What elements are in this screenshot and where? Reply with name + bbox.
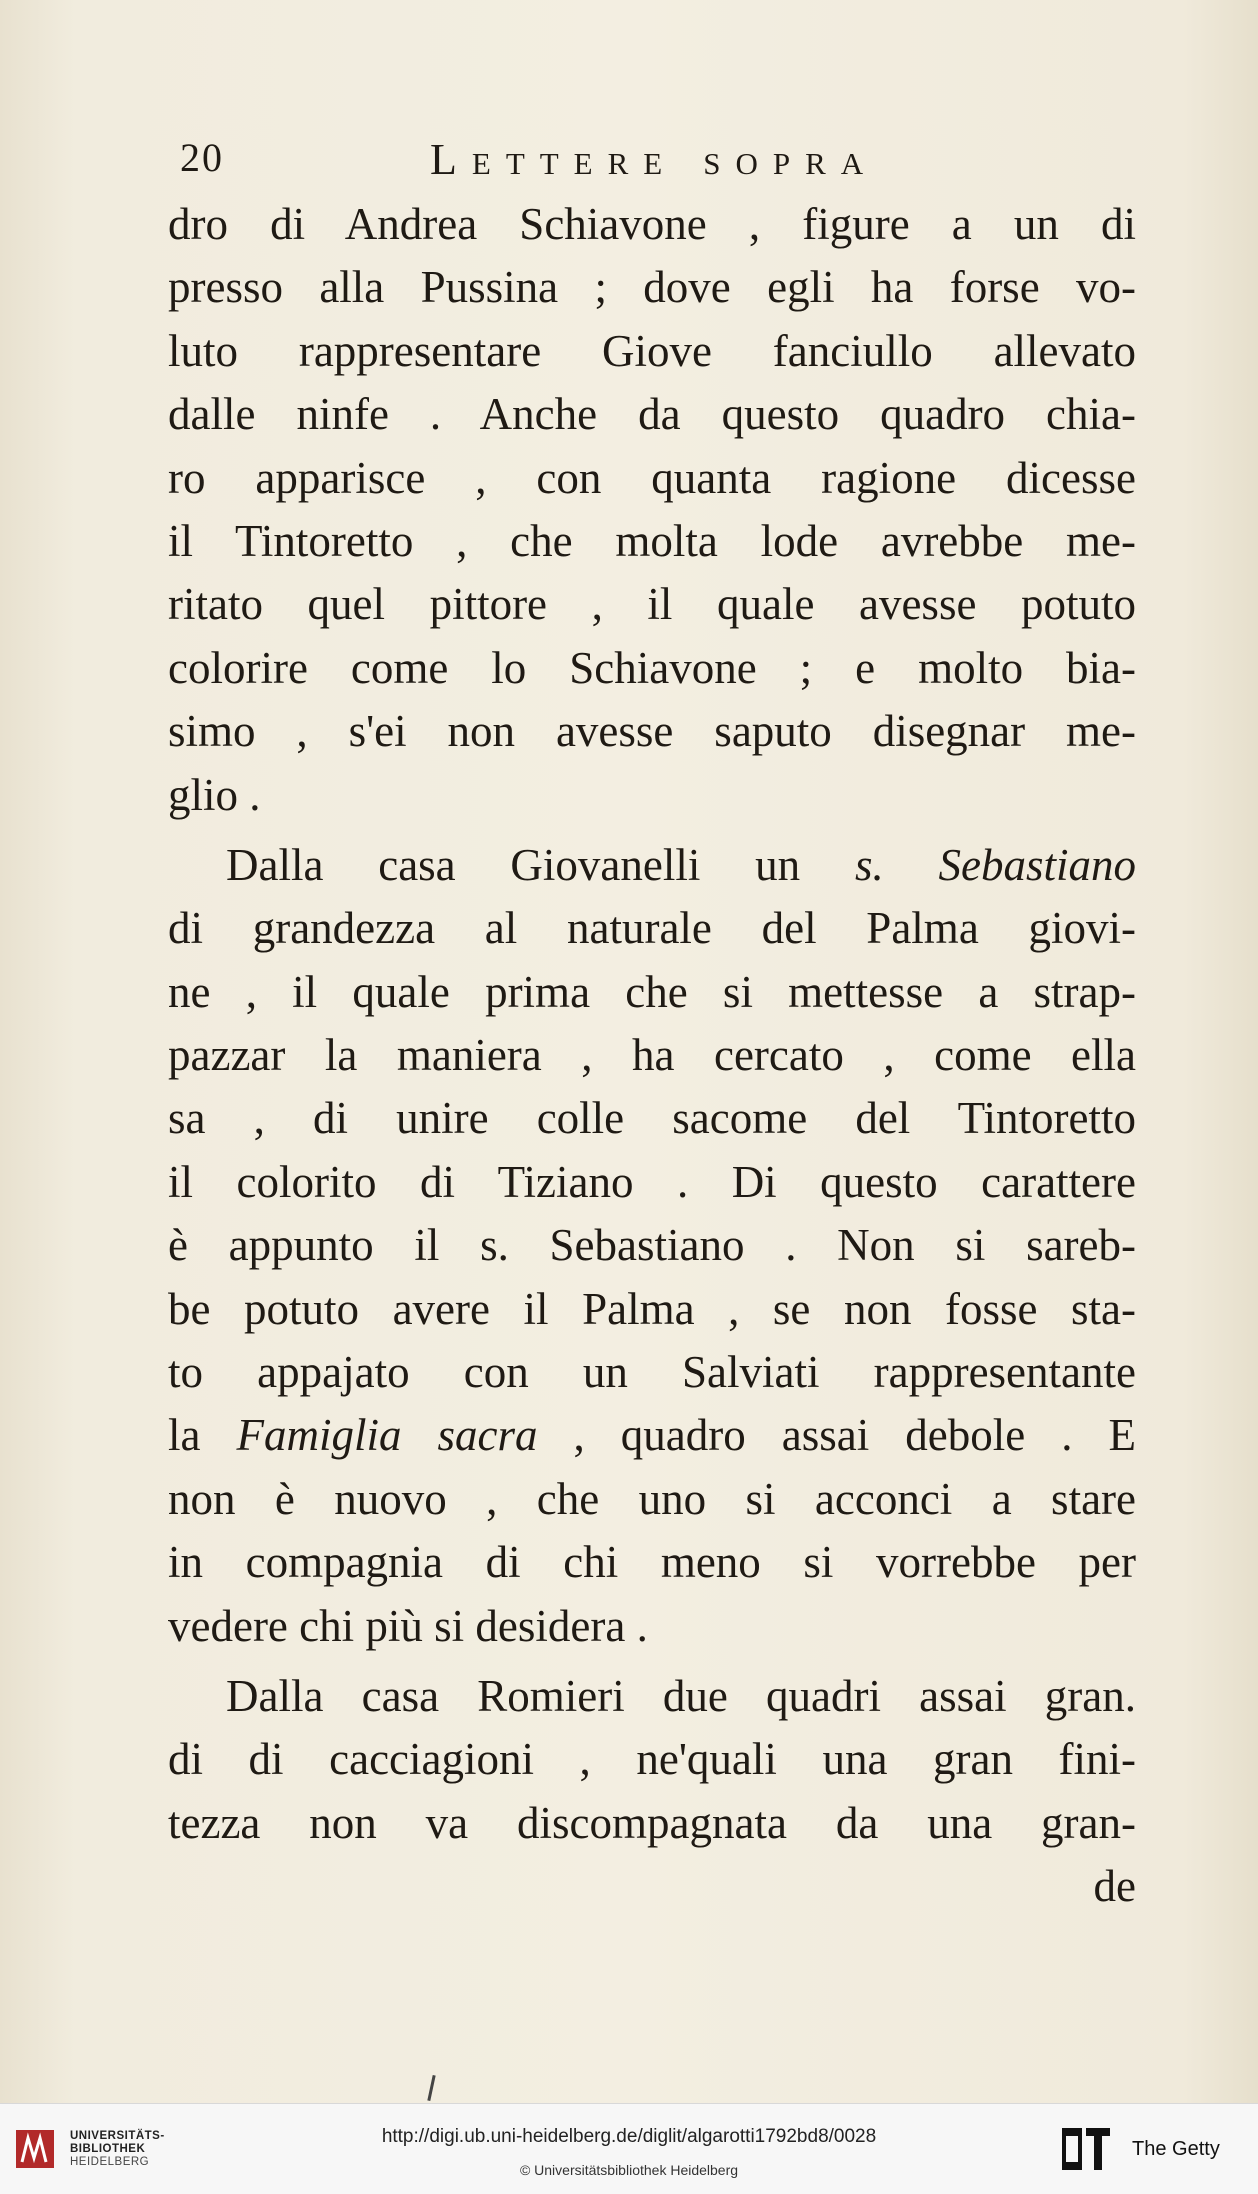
text-line: dalle ninfe . Anche da questo quadro chia-: [168, 389, 1136, 440]
running-title: Lettere sopra: [430, 135, 879, 184]
text-run: Dalla casa Giovanelli un: [226, 839, 855, 890]
text-line: di di cacciagioni , ne'quali una gran fini-: [168, 1734, 1136, 1785]
text-run: la: [168, 1410, 237, 1461]
text-line: il Tintoretto , che molta lode avrebbe me-: [168, 515, 1136, 566]
text-line: pazzar la maniera , ha cercato , come ella: [168, 1030, 1136, 1081]
text-line: in compagnia di chi meno si vorrebbe per: [168, 1537, 1136, 1588]
page-header: [180, 134, 1080, 194]
catchword: de: [1093, 1861, 1136, 1912]
text-line: glio .: [168, 769, 261, 820]
text-line: Dalla casa Romieri due quadri assai gran.: [226, 1670, 1136, 1721]
text-line: vedere chi più si desidera .: [168, 1600, 648, 1651]
text-line: ro apparisce , con quanta ragione dicesse: [168, 452, 1136, 503]
getty-name: The Getty: [1132, 2138, 1220, 2160]
italic-run: Famiglia sacra: [236, 1410, 538, 1461]
text-line: di grandezza al naturale del Palma giovi-: [168, 903, 1136, 954]
library-name-line: HEIDELBERG: [70, 2156, 150, 2168]
text-line: tezza non va discompagnata da una gran-: [168, 1797, 1136, 1848]
pencil-mark: [427, 2075, 435, 2101]
text-line: sa , di unire colle sacome del Tintoretto: [168, 1093, 1136, 1144]
text-line: to appajato con un Salviati rappresentante: [168, 1347, 1136, 1398]
copyright-notice: © Universitätsbibliothek Heidelberg: [519, 2162, 739, 2178]
text-line: ritato quel pittore , il quale avesse potuto: [168, 579, 1136, 630]
library-name-line: UNIVERSITÄTS-: [70, 2130, 165, 2142]
text-line: luto rappresentare Giove fanciullo allevato: [168, 325, 1136, 376]
text-line: ne , il quale prima che si mettesse a strap-: [168, 966, 1136, 1017]
text-line: non è nuovo , che uno si acconci a stare: [168, 1473, 1136, 1524]
permalink-url[interactable]: http://digi.ub.uni-heidelberg.de/diglit/algarotti1792bd8/0028: [381, 2126, 877, 2147]
page-number: 20: [180, 135, 224, 180]
getty-logo[interactable]: [1058, 2124, 1248, 2174]
library-name-line: BIBLIOTHEK: [70, 2143, 146, 2155]
text-line: il colorito di Tiziano . Di questo carattere: [168, 1156, 1136, 1207]
text-run: , quadro assai debole . E: [537, 1410, 1136, 1461]
text-line: [168, 834, 1136, 897]
text-line: simo , s'ei non avesse saputo disegnar me-: [168, 706, 1136, 757]
text-line: colorire come lo Schiavone ; e molto bia-: [168, 642, 1136, 693]
italic-run: s. Sebastiano: [854, 839, 1136, 890]
text-line: dro di Andrea Schiavone , figure a un di: [168, 199, 1136, 249]
viewer-footer: [0, 2103, 1258, 2194]
text-line: è appunto il s. Sebastiano . Non si sareb-: [168, 1220, 1136, 1271]
text-line: be potuto avere il Palma , se non fosse sta-: [168, 1283, 1136, 1334]
text-line: [168, 1404, 1136, 1467]
body-text: [168, 193, 1136, 1919]
getty-mark-icon: [1058, 2124, 1114, 2174]
text-line: presso alla Pussina ; dove egli ha forse vo-: [168, 262, 1136, 313]
